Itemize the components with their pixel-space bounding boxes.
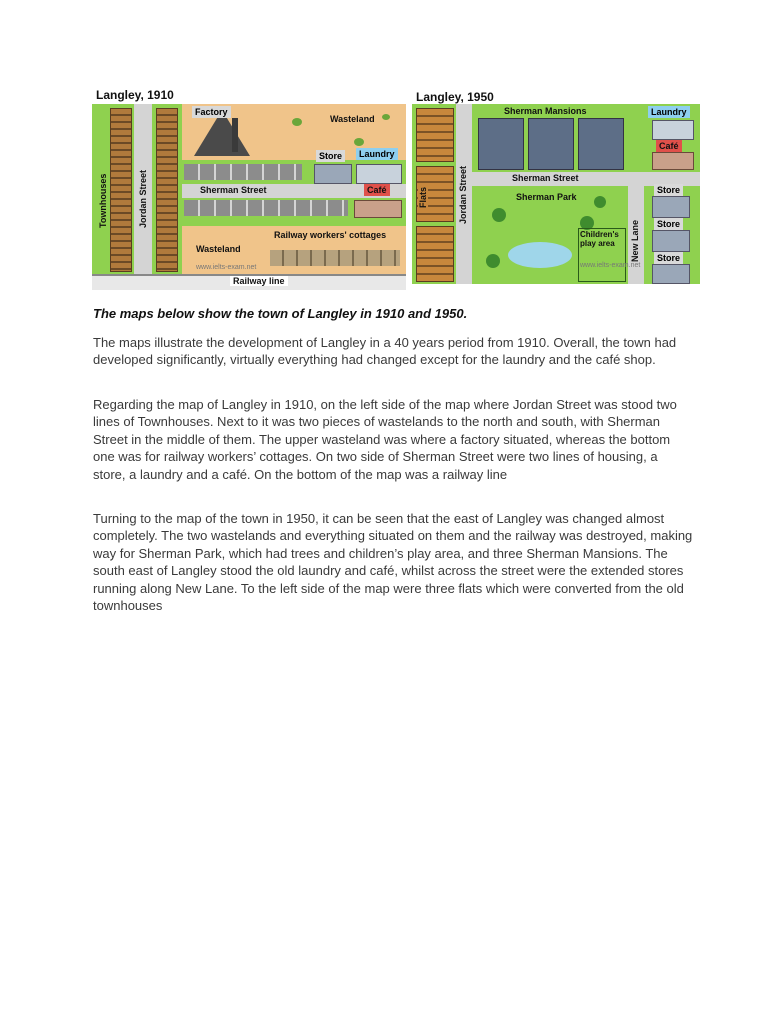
sherman-street-label-1950: Sherman Street bbox=[512, 173, 579, 183]
sherman-mansion-building bbox=[578, 118, 624, 170]
watermark-1910: www.ielts-exam.net bbox=[196, 264, 257, 271]
cafe-label-1950: Café bbox=[656, 140, 682, 152]
sherman-park-label: Sherman Park bbox=[516, 192, 577, 202]
townhouses-left-row bbox=[110, 108, 132, 272]
factory-chimney bbox=[232, 118, 238, 152]
flat-building bbox=[416, 226, 454, 282]
park-tree bbox=[594, 196, 606, 208]
laundry-building bbox=[356, 164, 402, 184]
housing-row-south bbox=[184, 200, 348, 216]
store-label: Store bbox=[316, 150, 345, 162]
sherman-street-label-1910: Sherman Street bbox=[200, 185, 267, 195]
paragraph-1910: Regarding the map of Langley in 1910, on the left side of the map where Jordan Street was stood two lines of Townhouses. Next to it was two pieces of wastelands to the north and south, with Sherman Street in the middle of them. The upper wasteland was where a factory situated, whereas the bottom one was for railway workers’ cottages. On two side of Sherman Street were two lines of housing, a store, a laundry and a café. On the bottom of the map was a railway line bbox=[93, 397, 677, 482]
map-1910 bbox=[92, 104, 406, 290]
wasteland-top-label: Wasteland bbox=[330, 114, 375, 124]
wasteland-bush bbox=[354, 138, 364, 146]
paragraph-overview: The maps illustrate the development of Langley in a 40 years period from 1910. Overall, the town had developed significantly, virtually everything had changed except for the laundry and the café shop. bbox=[93, 335, 677, 368]
paragraph-1950: Turning to the map of the town in 1950, it can be seen that the east of Langley was changed almost completely. The two wastelands and everything situated on them and the railway was destroyed, making way for Sherman Park, which had trees and children’s play area, and three Sherman Mansions. The south east of Langley stood the old laundry and café, whilst across the street were the extended stores running along New Lane. To the left side of the map were three flats which were converted from the old townhouses bbox=[93, 511, 693, 614]
store-label-1950-1: Store bbox=[654, 184, 683, 196]
store-building-1950 bbox=[652, 196, 690, 218]
cafe-label-1910: Café bbox=[364, 184, 390, 196]
townhouses-label: Townhouses bbox=[98, 173, 108, 228]
map-1950-title: Langley, 1950 bbox=[416, 90, 494, 104]
maps-figure bbox=[92, 86, 700, 290]
cafe-building bbox=[354, 200, 402, 218]
park-pond bbox=[508, 242, 572, 268]
sherman-mansion-building bbox=[528, 118, 574, 170]
jordan-street-label-1910: Jordan Street bbox=[138, 169, 148, 228]
townhouses-right-row bbox=[156, 108, 178, 272]
sherman-mansions-label: Sherman Mansions bbox=[504, 106, 587, 116]
flats-label: Flats bbox=[418, 186, 428, 208]
wasteland-bush bbox=[382, 114, 390, 120]
map-1910-title: Langley, 1910 bbox=[96, 88, 174, 102]
store-building-1950 bbox=[652, 230, 690, 252]
wasteland-bush bbox=[292, 118, 302, 126]
railway-cottages-row bbox=[270, 250, 400, 266]
store-label-1950-3: Store bbox=[654, 252, 683, 264]
figure-caption: The maps below show the town of Langley in 1910 and 1950. bbox=[93, 306, 468, 321]
park-tree bbox=[492, 208, 506, 222]
store-building-1950 bbox=[652, 264, 690, 284]
housing-row-north bbox=[184, 164, 302, 180]
flat-building bbox=[416, 108, 454, 162]
play-area-label: Children's play area bbox=[580, 230, 619, 248]
park-tree bbox=[486, 254, 500, 268]
factory-label: Factory bbox=[192, 106, 231, 118]
railway-line-label: Railway line bbox=[230, 276, 288, 286]
store-label-1950-2: Store bbox=[654, 218, 683, 230]
cafe-building-1950 bbox=[652, 152, 694, 170]
watermark-1950: www.ielts-exam.net bbox=[580, 262, 641, 269]
store-building bbox=[314, 164, 352, 184]
wasteland-bottom-label: Wasteland bbox=[196, 244, 241, 254]
sherman-mansion-building bbox=[478, 118, 524, 170]
jordan-street-label-1950: Jordan Street bbox=[458, 165, 468, 224]
railway-cottages-label: Railway workers' cottages bbox=[274, 230, 387, 240]
laundry-label: Laundry bbox=[356, 148, 398, 160]
new-lane-label: New Lane bbox=[630, 219, 640, 262]
laundry-building-1950 bbox=[652, 120, 694, 140]
laundry-label-1950: Laundry bbox=[648, 106, 690, 118]
map-1950 bbox=[412, 104, 700, 284]
